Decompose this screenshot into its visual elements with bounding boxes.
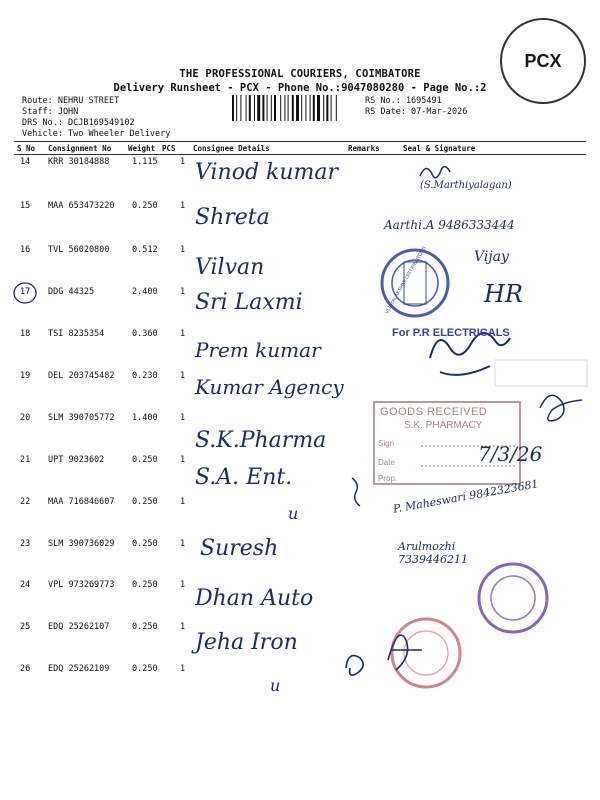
barcode-bar [240, 95, 241, 121]
row-pcs: 1 [180, 201, 186, 211]
row-pcs: 1 [180, 580, 186, 590]
sig-21-date: 7/3/26 [478, 442, 543, 466]
row-consignment: EDQ 25262109 [48, 664, 110, 674]
sig-17: HR [484, 280, 523, 308]
row-sno: 23 [20, 539, 31, 549]
row-consignment: EDQ 25262107 [48, 622, 110, 632]
barcode-bar [267, 95, 268, 121]
consignee-25: Jeha Iron [195, 630, 298, 655]
row-pcs: 1 [180, 245, 186, 255]
barcode-bar [296, 95, 299, 121]
row-pcs: 1 [180, 455, 186, 465]
row-sno: 15 [20, 201, 31, 211]
barcode-bar [254, 95, 255, 121]
row-pcs: 1 [180, 329, 186, 339]
header-top-rule [14, 141, 586, 142]
row-sno: 18 [20, 329, 31, 339]
col-weight: Weight [128, 144, 156, 153]
row-weight: 0.512 [132, 245, 158, 255]
red-round-stamp [392, 619, 460, 687]
barcode-bar [310, 95, 311, 121]
barcode-bar [257, 95, 260, 121]
consignee-20: S.K.Pharma [195, 428, 327, 453]
row-consignment: DDG 44325 [48, 287, 95, 297]
goods-received-date: Date [378, 458, 395, 467]
sig-16: Vijay [474, 249, 509, 265]
rs-date: RS Date: 07-Mar-2026 [365, 107, 468, 117]
barcode-bar [331, 95, 332, 121]
row-consignment: DEL 203745482 [48, 371, 115, 381]
consignee-17: Sri Laxmi [195, 290, 303, 315]
row-consignment: VPL 973269773 [48, 580, 115, 590]
pcx-stamp-label: PCX [524, 50, 562, 71]
barcode [232, 95, 360, 121]
sig-18-scribble [430, 333, 510, 375]
sig-19-scribble [540, 395, 582, 421]
barcode-bar [249, 95, 251, 121]
barcode-bar [323, 95, 324, 121]
barcode-bar [292, 95, 294, 121]
row-sno: 17 [20, 287, 31, 297]
row-weight: 1.400 [132, 413, 158, 423]
row-consignment: UPT 9023602 [48, 455, 105, 465]
vp-stamp-text: VIJAYALAKSHMI DISTRIBUTORS [384, 245, 428, 315]
row-consignment: SLM 390736029 [48, 539, 115, 549]
header-bottom-rule [14, 154, 586, 155]
row-weight: 0.250 [132, 455, 158, 465]
row-sno: 24 [20, 580, 31, 590]
consignee-21: S.A. Ent. [195, 465, 293, 490]
row-weight: 0.250 [132, 622, 158, 632]
barcode-bar [288, 95, 289, 121]
barcode-bar [232, 95, 234, 121]
brace-21-22 [352, 478, 360, 506]
row-pcs: 1 [180, 622, 186, 632]
row-consignment: SLM 390705772 [48, 413, 115, 423]
row-weight: 0.250 [132, 539, 158, 549]
consignee-22-ditto: u [288, 504, 299, 523]
sig-25-scribble [346, 635, 422, 675]
sig-14-scribble [420, 167, 450, 178]
goods-received-sign: Sign [378, 439, 395, 448]
barcode-bar [336, 95, 337, 121]
purple-circular-stamp [479, 564, 547, 632]
col-remarks: Remarks [348, 144, 380, 153]
barcode-bar [280, 95, 281, 121]
row-weight: 2.400 [132, 287, 158, 297]
row-pcs: 1 [180, 539, 186, 549]
row-pcs: 1 [180, 497, 186, 507]
sig-22: P. Maheswari 9842323681 [391, 477, 540, 516]
row-weight: 0.360 [132, 329, 158, 339]
col-pcs: PCS [162, 144, 176, 153]
row-weight: 0.230 [132, 371, 158, 381]
row-consignment: MAA 716846607 [48, 497, 115, 507]
row-consignment: TVL 56020800 [48, 245, 110, 255]
barcode-bar [326, 95, 328, 121]
sig-23: Arulmozhi 7339446211 [398, 540, 468, 566]
row-sno: 14 [20, 157, 31, 167]
row-weight: 0.250 [132, 497, 158, 507]
faint-stamp-row19 [495, 360, 587, 386]
consignee-15: Shreta [195, 205, 270, 230]
row-consignment: TSI 8235354 [48, 329, 105, 339]
row-pcs: 1 [180, 413, 186, 423]
sig-15: Aarthi.A 9486333444 [384, 218, 515, 232]
rs-number: RS No.: 1695491 [365, 96, 442, 106]
barcode-bar [262, 95, 264, 121]
company-title: THE PROFESSIONAL COURIERS, COIMBATORE [179, 68, 421, 80]
row-sno: 25 [20, 622, 31, 632]
row-sno: 21 [20, 455, 31, 465]
row-sno: 22 [20, 497, 31, 507]
drs-number: DRS No.: DCJB169549102 [22, 118, 135, 128]
col-consignment: Consignment No [48, 144, 112, 153]
row-pcs: 1 [180, 157, 186, 167]
col-sno: S No [17, 144, 36, 153]
col-consignee: Consignee Details [193, 144, 270, 153]
consignee-16: Vilvan [195, 255, 265, 280]
barcode-bar [274, 95, 276, 121]
goods-received-title: GOODS RECEIVED [380, 406, 488, 418]
barcode-bar [284, 95, 285, 121]
runsheet-subtitle: Delivery Runsheet - PCX - Phone No.:9047080280 - Page No.:2 [113, 82, 487, 94]
barcode-bar [271, 95, 272, 121]
consignee-14: Vinod kumar [195, 160, 339, 185]
row-sno: 26 [20, 664, 31, 674]
row-sno: 19 [20, 371, 31, 381]
row-weight: 1.115 [132, 157, 158, 167]
barcode-bar [313, 95, 315, 121]
row-sno: 16 [20, 245, 31, 255]
row-weight: 0.250 [132, 664, 158, 674]
consignee-24: Dhan Auto [195, 586, 314, 611]
consignee-23: Suresh [200, 536, 279, 561]
row-weight: 0.250 [132, 580, 158, 590]
staff-label: Staff: JOHN [22, 107, 79, 117]
sk-pharmacy-stamp: S.K. PHARMACY [404, 420, 483, 431]
row-consignment: MAA 653473220 [48, 201, 115, 211]
consignee-26-ditto: u [270, 676, 281, 695]
row-consignment: KRR 30184888 [48, 157, 110, 167]
pr-electricals-stamp: For P.R ELECTRICALS [392, 327, 510, 339]
row-pcs: 1 [180, 371, 186, 381]
row-weight: 0.250 [132, 201, 158, 211]
barcode-bar [301, 95, 302, 121]
goods-received-prop: Prop. [378, 474, 398, 483]
vehicle-label: Vehicle: Two Wheeler Delivery [22, 129, 171, 139]
row-pcs: 1 [180, 287, 186, 297]
row-pcs: 1 [180, 664, 186, 674]
barcode-bar [236, 95, 237, 121]
barcode-bar [246, 95, 247, 121]
consignee-18: Prem kumar [195, 338, 321, 362]
sig-14-name: (S.Marthiyalagan) [420, 180, 512, 191]
row-sno: 20 [20, 413, 31, 423]
barcode-bar [305, 95, 306, 121]
consignee-19: Kumar Agency [195, 375, 344, 399]
route-label: Route: NEHRU STREET [22, 96, 120, 106]
col-seal: Seal & Signature [403, 144, 476, 153]
barcode-bar [317, 95, 320, 121]
